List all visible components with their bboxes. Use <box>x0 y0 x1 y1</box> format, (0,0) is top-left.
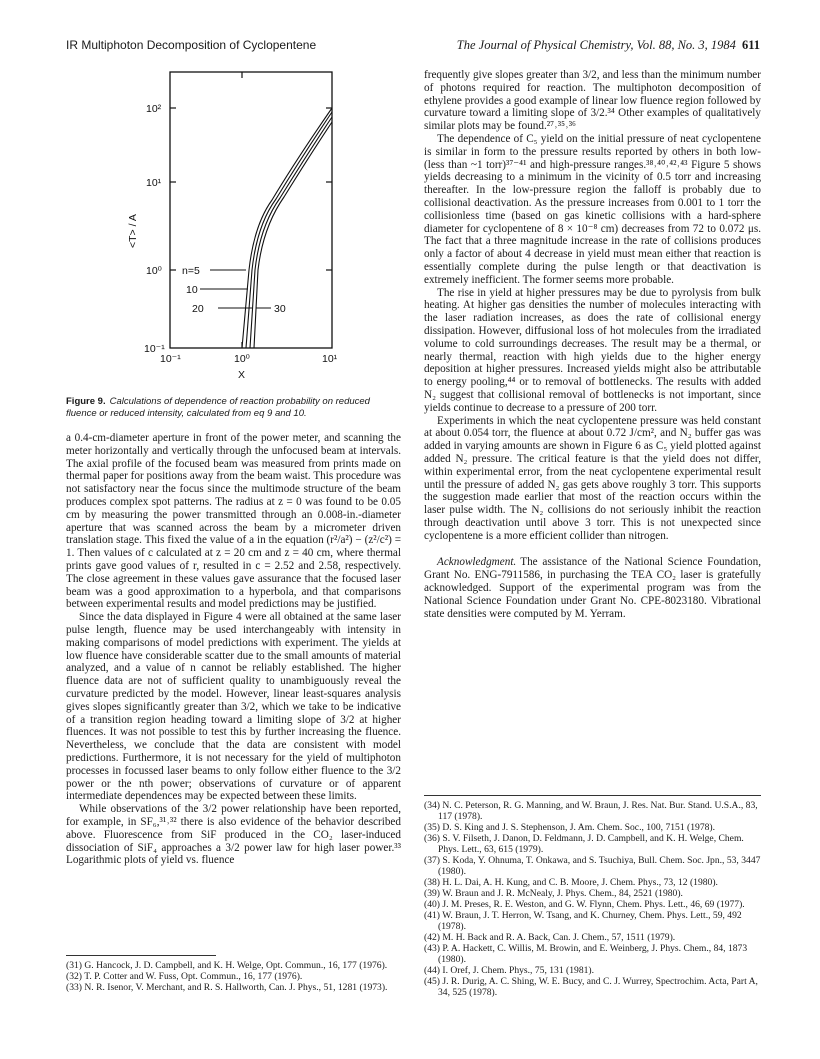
ytick-1e1: 10¹ <box>146 177 162 189</box>
right-paragraph-1: frequently give slopes greater than 3/2, and less than the minimum number of photons required for reaction. The multiphoton decomposition of ethylene provides a good example of linear low fluence region followed by curvature toward a limiting slope of 3/2.³⁴ Other examples of qualitatively similar plots may be found.²⁷˒³⁵˒³⁶ <box>424 69 761 133</box>
right-references <box>424 800 761 998</box>
xtick-1e0: 10⁰ <box>234 353 250 365</box>
figure-9-plot <box>96 60 386 386</box>
reference-35: (35) D. S. King and J. S. Stephenson, J. Am. Chem. Soc., 100, 7151 (1978). <box>424 822 716 833</box>
curve-n30 <box>254 122 332 348</box>
footnote-rule-right <box>424 795 761 796</box>
curve-n20 <box>250 117 332 348</box>
reference-41: (41) W. Braun, J. T. Herron, W. Tsang, and K. Churney, Chem. Phys. Lett., 59, 492 (1978). <box>424 910 742 932</box>
xtick-1e-1: 10⁻¹ <box>160 353 181 365</box>
left-references <box>66 960 401 993</box>
running-head-journal <box>457 38 760 53</box>
label-n20: 20 <box>192 303 204 315</box>
right-column-body <box>424 69 761 620</box>
page-number: 611 <box>741 38 760 52</box>
reference-43: (43) P. A. Hackett, C. Willis, M. Browin, and E. Weinberg, J. Phys. Chem., 84, 1873 (1980). <box>424 943 748 965</box>
reference-40: (40) J. M. Preses, R. E. Weston, and G. W. Flynn, Chem. Phys. Lett., 46, 69 (1977). <box>424 899 745 910</box>
reference-38: (38) H. L. Dai, A. H. Kung, and C. B. Moore, J. Chem. Phys., 73, 12 (1980). <box>424 877 718 888</box>
acknowledgment <box>424 556 761 620</box>
right-paragraph-3: The rise in yield at higher pressures may be due to pyrolysis from bulk heating. At higher gas densities the number of molecules interacting with the laser radiation increases, as does the rate of collisional energy dissipation. However, diffusional loss of hot molecules from the irradiated volume to cold surroundings decreases. The result may be a thermal, or nearly thermal, reaction with high yields due to the higher energy deposition at higher pressures. Increased yields might also be attributable to energy pooling,⁴⁴ or to removal of bottlenecks. The results with added N₂ suggest that collisional removal of bottlenecks is not important, since yields continue to decrease to a pressure of 200 torr. <box>424 286 761 414</box>
caption-text: Calculations of dependence of reaction probability on reduced fluence or reduced intensity, calculated from eq 9 and 10. <box>66 396 370 419</box>
ytick-1e-1: 10⁻¹ <box>144 343 165 355</box>
left-paragraph-3: While observations of the 3/2 power relationship have been reported, for example, in SF₆,³¹˒³² there is also evidence of the behavior described above. Fluorescence from SiF produced in the CO₂ laser-induced dissociation of SiF₄ approaches a 3/2 power law for high laser power.³³ Logarithmic plots of yield vs. fluence <box>66 803 401 867</box>
x-axis-label: X <box>238 369 246 381</box>
reference-34: (34) N. C. Peterson, R. G. Manning, and W. Braun, J. Res. Nat. Bur. Stand. U.S.A., 83, 117 (1978). <box>424 800 758 822</box>
journal-citation: The Journal of Physical Chemistry, Vol. 88, No. 3, 1984 <box>456 38 736 52</box>
figure-9 <box>96 60 386 386</box>
label-leaders <box>200 270 271 308</box>
label-n5: n=5 <box>182 265 200 277</box>
curve-n10 <box>246 112 332 348</box>
label-n30: 30 <box>274 303 286 315</box>
curves <box>242 108 332 348</box>
caption-label: Figure 9. <box>66 396 106 407</box>
reference-42: (42) M. H. Back and R. A. Back, Can. J. Chem., 57, 1511 (1979). <box>424 932 676 943</box>
reference-31: (31) G. Hancock, J. D. Campbell, and K. H. Welge, Opt. Commun., 16, 177 (1976). <box>66 960 388 971</box>
right-paragraph-2: The dependence of C₅ yield on the initial pressure of neat cyclopentene is similar in form to the pressure results reported by others in both low- (less than ~1 torr)³⁷⁻⁴¹ and high-pressure ranges.³⁸˒⁴⁰˒⁴²˒⁴³ Figure 5 shows yields decreasing to a minimum in the vicinity of 0.5 torr and increasing thereafter. In the low-pressure region the falloff is probably due to collisional deactivation. As the pressure increases from 0.001 to 1 torr the collisionless time (based on gas kinetic collisions with a hard-sphere diameter for cyclopentene of 8 × 10⁻⁸ cm) decreases from 72 to 0.072 μs. The fact that a three magnitude increase in the rate of collisions produces only a factor of about 4 decrease in yield must mean either that reaction is essentially complete during the pulse length or that deactivation is extremely inefficient. The former seems more probable. <box>424 132 761 286</box>
reference-37: (37) S. Koda, Y. Ohnuma, T. Onkawa, and S. Tsuchiya, Bull. Chem. Soc. Jpn., 53, 3447 (1980). <box>424 855 761 877</box>
reference-39: (39) W. Braun and J. R. McNealy, J. Phys. Chem., 84, 2521 (1980). <box>424 888 683 899</box>
reference-32: (32) T. P. Cotter and W. Fuss, Opt. Commun., 16, 177 (1976). <box>66 971 303 982</box>
y-axis-label: <T> / A <box>127 214 139 248</box>
running-head-title: IR Multiphoton Decomposition of Cyclopentene <box>66 38 317 52</box>
reference-36: (36) S. V. Filseth, J. Danon, D. Feldmann, J. D. Campbell, and K. H. Welge, Chem. Phys. Lett., 63, 615 (1979). <box>424 833 744 855</box>
reference-44: (44) I. Oref, J. Chem. Phys., 75, 131 (1981). <box>424 965 595 976</box>
left-paragraph-2: Since the data displayed in Figure 4 were all obtained at the same laser pulse length, fluence may be used interchangeably with intensity in making comparisons of model predictions with experiment. The yields at low fluence have considerable scatter due to the small amounts of material analyzed, and a value of n cannot be reliably established. The higher fluence data are not of sufficient quality to unambiguously reveal the curvature predicted by the model. However, linear least-squares analysis gives slopes significantly greater than 3/2, which we take to be indicative of a transition region heading toward a limiting slope of 3/2 at higher fluences. It was not possible to test this by further increasing the fluence. Nevertheless, we conclude that the data are consistent with model predictions. Furthermore, it is not necessary for the yield of multiphoton processes in focussed laser beams to only follow either fluence to the 3/2 power or the nth power; observations of curvature or of apparent intermediate dependences may be expected between these limits. <box>66 611 401 803</box>
left-column-body <box>66 432 401 867</box>
reference-45: (45) J. R. Durig, A. C. Shing, W. E. Bucy, and C. J. Wurrey, Spectrochim. Acta, Part A, 34, 525 (1978). <box>424 976 758 998</box>
right-paragraph-4: Experiments in which the neat cyclopentene pressure was held constant at about 0.054 torr, the fluence at about 0.72 J/cm², and N₂ buffer gas was added in varying amounts are shown in Figure 6 as C₅ yield plotted against added N₂ pressure. The critical feature is that the yield does not differ, within experimental error, from the neat cyclopentene experimental result until the pressure of added N₂ gas gets above roughly 3 torr. This supports the suggestion made earlier that most of the reaction occurs within the laser pulse width. The N₂ collisions do not seriously inhibit the reaction through deactivation until above 3 torr. This is not unexpected since cyclopentene is a more efficient collider than nitrogen. <box>424 414 761 542</box>
reference-33: (33) N. R. Isenor, V. Merchant, and R. S. Hallworth, Can. J. Phys., 51, 1281 (1973). <box>66 982 388 993</box>
footnote-rule-left <box>66 955 216 956</box>
xtick-1e1: 10¹ <box>322 353 338 365</box>
ytick-1e2: 10² <box>146 103 162 115</box>
left-paragraph-1: a 0.4-cm-diameter aperture in front of the power meter, and scanning the meter horizontally and vertically through the unfocused beam at intervals. The axial profile of the focused beam was measured from prints made on thermal paper for positions away from the beam waist. This procedure was not satisfactory near the focus since the multimode structure of the beam produces complex spot patterns. The radius at z = 0 was found to be 0.05 cm by measuring the power transmitted through an 0.008-in.-diameter aperture that was scanned across the beam by a micrometer driven translation stage. This fixed the value of a in the equation (r²/a²) − (z²/c²) = 1. Then values of c calculated at z = 20 cm and z = 40 cm, where thermal prints gave good values of r, resulted in c = 2.52 and 2.58, respectively. The close agreement in these values gave assurance that the focused laser beam was a good approximation to a hyperbola, and that comparisons between experimental results and model predictions may be justified. <box>66 432 401 611</box>
acknowledgment-label: Acknowledgment. <box>437 556 517 569</box>
ytick-1e0: 10⁰ <box>146 265 162 277</box>
acknowledgment-text: The assistance of the National Science Foundation, Grant No. ENG-7911586, in purchasing the TEA CO₂ laser is gratefully acknowledged. Support of the experimental program was from the National Science Foundation under Grant No. CPE-8023180. Vibrational state densities were computed by M. Yerram. <box>424 556 761 620</box>
label-n10: 10 <box>186 284 198 296</box>
figure-caption <box>66 396 401 419</box>
